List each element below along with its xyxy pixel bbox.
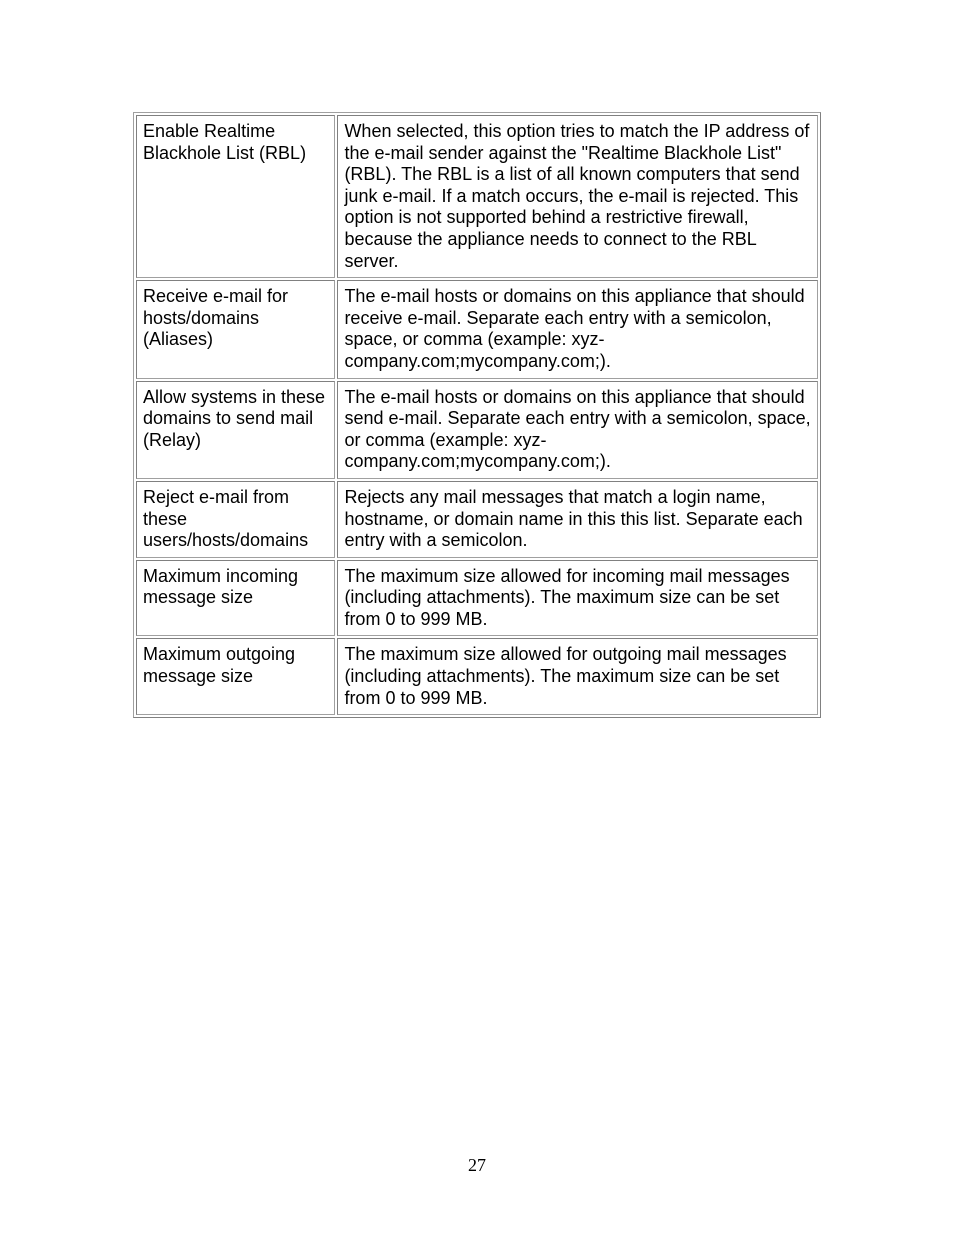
setting-description-cell: When selected, this option tries to match the IP address of the e-mail sender against the "Realtime Blackhole List" (RBL). The RBL is a list of all known computers that send junk e-mail. If a match occurs, the e-mail is rejected. This option is not supported behind a restrictive firewall, because the appliance needs to connect to the RBL server. <box>337 115 818 278</box>
table-row <box>136 560 818 637</box>
setting-description-cell: The e-mail hosts or domains on this appliance that should receive e-mail. Separate each entry with a semicolon, space, or comma (example: xyz-company.com;mycompany.com;). <box>337 280 818 378</box>
table-row <box>136 115 818 278</box>
page-number: 27 <box>468 1155 486 1175</box>
setting-description-cell: The maximum size allowed for outgoing mail messages (including attachments). The maximum size can be set from 0 to 999 MB. <box>337 638 818 715</box>
table-row <box>136 481 818 558</box>
setting-description-cell: The e-mail hosts or domains on this appliance that should send e-mail. Separate each entry with a semicolon, space, or comma (example: xyz-company.com;mycompany.com;). <box>337 381 818 479</box>
setting-name-cell: Allow systems in these domains to send mail (Relay) <box>136 381 335 479</box>
setting-name-cell: Receive e-mail for hosts/domains (Aliases) <box>136 280 335 378</box>
setting-name-cell: Reject e-mail from these users/hosts/domains <box>136 481 335 558</box>
setting-description-cell: Rejects any mail messages that match a login name, hostname, or domain name in this this list. Separate each entry with a semicolon. <box>337 481 818 558</box>
setting-name-cell: Maximum outgoing message size <box>136 638 335 715</box>
setting-description-cell: The maximum size allowed for incoming mail messages (including attachments). The maximum size can be set from 0 to 999 MB. <box>337 560 818 637</box>
setting-name-cell: Enable Realtime Blackhole List (RBL) <box>136 115 335 278</box>
table-row <box>136 381 818 479</box>
table-row <box>136 280 818 378</box>
table-row <box>136 638 818 715</box>
setting-name-cell: Maximum incoming message size <box>136 560 335 637</box>
mail-settings-table <box>133 112 821 718</box>
